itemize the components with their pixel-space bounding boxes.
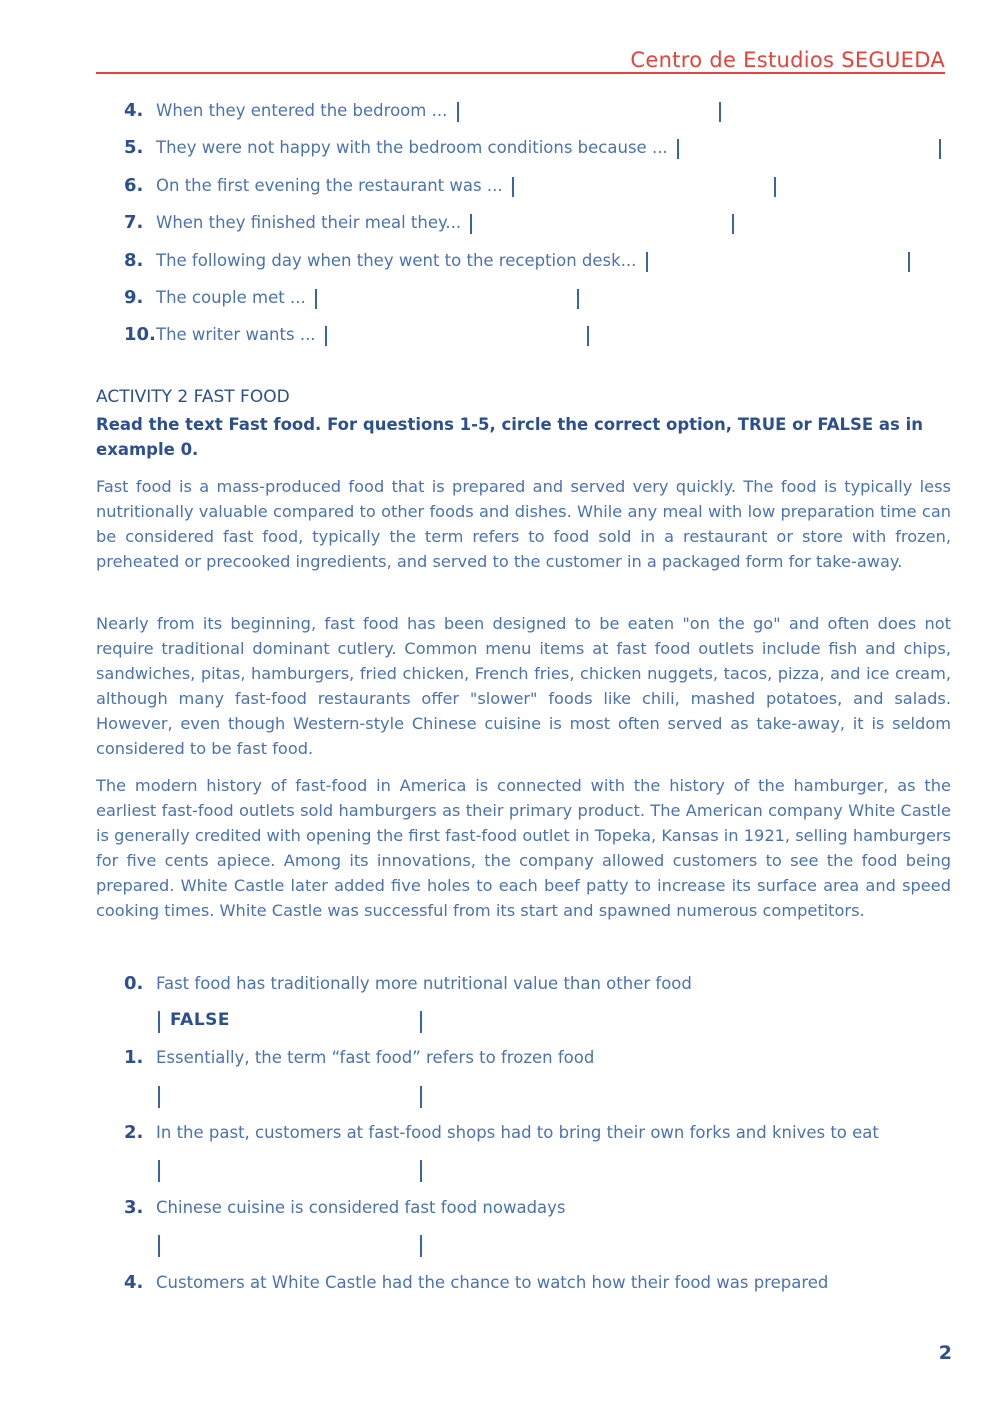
page-number: 2 [938,1342,952,1364]
activity1-question-8: 8. The following day when they went to the reception desk... [124,250,914,276]
tf-question-4: 4. Customers at White Castle had the chance to watch how their food was prepared [124,1272,829,1293]
reading-paragraph-2: Nearly from its beginning, fast food has been designed to be eaten "on the go" and often does not require traditional dominant cutlery. Common menu items at fast food outlets include fish and chips, sandwiches, pitas, hamburgers, fried chicken, French fries, chicken nuggets, tacos, pizza, and ice cream, although many fast-food restaurants offer "slower" foods like chili, mashed potatoes, and salads. However, even though Western-style Chinese cuisine is most often served as take-away, it is seldom considered to be fast food. [96,614,951,758]
activity-title: ACTIVITY 2 FAST FOOD [96,387,290,407]
activity1-question-10: 10.The writer wants ... [124,324,593,350]
header-title: Centro de Estudios SEGUEDA [630,48,945,72]
tf-question-2: 2. In the past, customers at fast-food shops had to bring their own forks and knives to eat [124,1122,879,1143]
activity1-question-6: 6. On the first evening the restaurant was ... [124,175,780,201]
activity1-question-9: 9. The couple met ... [124,287,583,313]
answer-value: FALSE [170,1010,231,1030]
activity1-question-5: 5. They were not happy with the bedroom conditions because ... [124,137,945,163]
activity1-question-4: 4. When they entered the bedroom ... [124,100,725,126]
reading-paragraph-1: Fast food is a mass-produced food that is prepared and served very quickly. The food is typically less nutritionally valuable compared to other foods and dishes. While any meal with low preparation time can be considered fast food, typically the term refers to food sold in a restaurant or store with frozen, preheated or precooked ingredients, and served to the customer in a packaged form for take-away. [96,477,951,571]
tf-question-3: 3. Chinese cuisine is considered fast food nowadays [124,1197,566,1218]
tf-question-0: 0. Fast food has traditionally more nutritional value than other food [124,973,692,994]
activity-instructions: Read the text Fast food. For questions 1-5, circle the correct option, TRUE or FALSE as in example 0. [96,415,924,459]
reading-paragraph-3: The modern history of fast-food in America is connected with the history of the hamburger, as the earliest fast-food outlets sold hamburgers as their primary product. The American company White Castle is generally credited with opening the first fast-food outlet in Topeka, Kansas in 1921, selling hamburgers for five cents apiece. Among its innovations, the company allowed customers to see the food being prepared. White Castle later added five holes to each beef patty to increase its surface area and speed cooking times. White Castle was successful from its start and spawned numerous competitors. [96,776,951,920]
tf-question-1: 1. Essentially, the term “fast food” refers to frozen food [124,1047,595,1068]
header-divider [96,72,945,74]
activity1-question-7: 7. When they finished their meal they... [124,212,738,238]
